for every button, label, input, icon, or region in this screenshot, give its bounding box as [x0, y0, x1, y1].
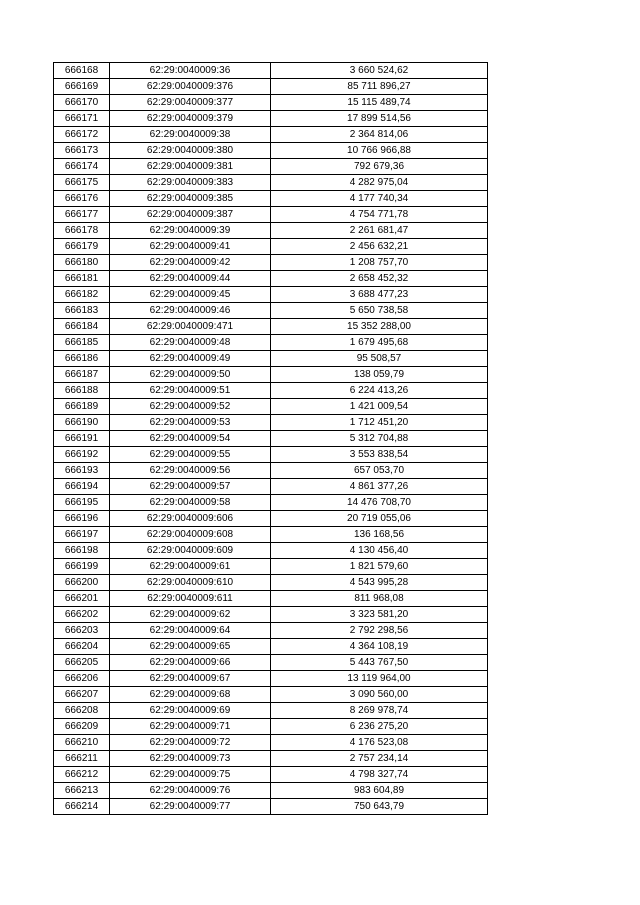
row-number-cell: 666176 — [54, 191, 110, 207]
table-row — [54, 351, 488, 367]
table-row — [54, 511, 488, 527]
table-row — [54, 95, 488, 111]
cadastral-value-cell: 17 899 514,56 — [271, 111, 488, 127]
table-row — [54, 463, 488, 479]
cadastral-number-cell: 62:29:0040009:67 — [110, 671, 271, 687]
row-number-cell: 666212 — [54, 767, 110, 783]
cadastral-number-cell: 62:29:0040009:77 — [110, 799, 271, 815]
cadastral-value-cell: 3 323 581,20 — [271, 607, 488, 623]
table-row — [54, 687, 488, 703]
row-number-cell: 666204 — [54, 639, 110, 655]
row-number-cell: 666183 — [54, 303, 110, 319]
table-row — [54, 591, 488, 607]
cadastral-value-cell: 4 177 740,34 — [271, 191, 488, 207]
cadastral-value-cell: 811 968,08 — [271, 591, 488, 607]
table-body — [54, 63, 488, 815]
table-row — [54, 111, 488, 127]
table-row — [54, 255, 488, 271]
cadastral-value-cell: 5 650 738,58 — [271, 303, 488, 319]
row-number-cell: 666190 — [54, 415, 110, 431]
table-row — [54, 399, 488, 415]
cadastral-number-cell: 62:29:0040009:71 — [110, 719, 271, 735]
row-number-cell: 666211 — [54, 751, 110, 767]
table-row — [54, 735, 488, 751]
cadastral-number-cell: 62:29:0040009:42 — [110, 255, 271, 271]
cadastral-number-cell: 62:29:0040009:65 — [110, 639, 271, 655]
cadastral-number-cell: 62:29:0040009:62 — [110, 607, 271, 623]
row-number-cell: 666175 — [54, 175, 110, 191]
row-number-cell: 666179 — [54, 239, 110, 255]
cadastral-value-cell: 5 443 767,50 — [271, 655, 488, 671]
row-number-cell: 666182 — [54, 287, 110, 303]
cadastral-number-cell: 62:29:0040009:385 — [110, 191, 271, 207]
row-number-cell: 666168 — [54, 63, 110, 79]
cadastral-number-cell: 62:29:0040009:64 — [110, 623, 271, 639]
cadastral-value-cell: 4 282 975,04 — [271, 175, 488, 191]
cadastral-number-cell: 62:29:0040009:68 — [110, 687, 271, 703]
cadastral-value-cell: 4 543 995,28 — [271, 575, 488, 591]
table-row — [54, 767, 488, 783]
cadastral-number-cell: 62:29:0040009:48 — [110, 335, 271, 351]
cadastral-number-cell: 62:29:0040009:38 — [110, 127, 271, 143]
row-number-cell: 666205 — [54, 655, 110, 671]
row-number-cell: 666206 — [54, 671, 110, 687]
cadastral-number-cell: 62:29:0040009:75 — [110, 767, 271, 783]
cadastral-value-cell: 6 224 413,26 — [271, 383, 488, 399]
row-number-cell: 666189 — [54, 399, 110, 415]
cadastral-value-cell: 1 679 495,68 — [271, 335, 488, 351]
row-number-cell: 666197 — [54, 527, 110, 543]
cadastral-number-cell: 62:29:0040009:606 — [110, 511, 271, 527]
table-row — [54, 623, 488, 639]
cadastral-value-cell: 1 208 757,70 — [271, 255, 488, 271]
cadastral-number-cell: 62:29:0040009:376 — [110, 79, 271, 95]
cadastral-number-cell: 62:29:0040009:51 — [110, 383, 271, 399]
cadastral-number-cell: 62:29:0040009:55 — [110, 447, 271, 463]
cadastral-number-cell: 62:29:0040009:46 — [110, 303, 271, 319]
cadastral-number-cell: 62:29:0040009:69 — [110, 703, 271, 719]
cadastral-number-cell: 62:29:0040009:66 — [110, 655, 271, 671]
cadastral-value-cell: 2 658 452,32 — [271, 271, 488, 287]
cadastral-value-cell: 983 604,89 — [271, 783, 488, 799]
table-row — [54, 319, 488, 335]
cadastral-value-cell: 1 821 579,60 — [271, 559, 488, 575]
row-number-cell: 666191 — [54, 431, 110, 447]
table-row — [54, 79, 488, 95]
cadastral-number-cell: 62:29:0040009:72 — [110, 735, 271, 751]
table-row — [54, 543, 488, 559]
table-row — [54, 639, 488, 655]
row-number-cell: 666213 — [54, 783, 110, 799]
row-number-cell: 666196 — [54, 511, 110, 527]
cadastral-value-cell: 3 553 838,54 — [271, 447, 488, 463]
cadastral-value-cell: 1 421 009,54 — [271, 399, 488, 415]
row-number-cell: 666214 — [54, 799, 110, 815]
cadastral-value-cell: 136 168,56 — [271, 527, 488, 543]
row-number-cell: 666192 — [54, 447, 110, 463]
row-number-cell: 666187 — [54, 367, 110, 383]
row-number-cell: 666180 — [54, 255, 110, 271]
row-number-cell: 666171 — [54, 111, 110, 127]
row-number-cell: 666198 — [54, 543, 110, 559]
row-number-cell: 666169 — [54, 79, 110, 95]
cadastral-value-cell: 4 754 771,78 — [271, 207, 488, 223]
cadastral-number-cell: 62:29:0040009:58 — [110, 495, 271, 511]
cadastral-number-cell: 62:29:0040009:44 — [110, 271, 271, 287]
row-number-cell: 666210 — [54, 735, 110, 751]
table-row — [54, 383, 488, 399]
row-number-cell: 666172 — [54, 127, 110, 143]
cadastral-value-table — [53, 62, 488, 815]
row-number-cell: 666200 — [54, 575, 110, 591]
row-number-cell: 666185 — [54, 335, 110, 351]
table-row — [54, 367, 488, 383]
table-row — [54, 271, 488, 287]
row-number-cell: 666186 — [54, 351, 110, 367]
table-row — [54, 783, 488, 799]
cadastral-number-cell: 62:29:0040009:381 — [110, 159, 271, 175]
row-number-cell: 666201 — [54, 591, 110, 607]
cadastral-value-cell: 20 719 055,06 — [271, 511, 488, 527]
row-number-cell: 666209 — [54, 719, 110, 735]
cadastral-number-cell: 62:29:0040009:383 — [110, 175, 271, 191]
row-number-cell: 666194 — [54, 479, 110, 495]
cadastral-number-cell: 62:29:0040009:380 — [110, 143, 271, 159]
cadastral-value-cell: 3 688 477,23 — [271, 287, 488, 303]
cadastral-number-cell: 62:29:0040009:56 — [110, 463, 271, 479]
row-number-cell: 666208 — [54, 703, 110, 719]
row-number-cell: 666207 — [54, 687, 110, 703]
cadastral-number-cell: 62:29:0040009:608 — [110, 527, 271, 543]
cadastral-value-cell: 15 115 489,74 — [271, 95, 488, 111]
cadastral-number-cell: 62:29:0040009:76 — [110, 783, 271, 799]
cadastral-value-cell: 1 712 451,20 — [271, 415, 488, 431]
table-row — [54, 559, 488, 575]
cadastral-value-cell: 2 792 298,56 — [271, 623, 488, 639]
cadastral-value-cell: 15 352 288,00 — [271, 319, 488, 335]
table-row — [54, 207, 488, 223]
table-row — [54, 415, 488, 431]
cadastral-value-cell: 792 679,36 — [271, 159, 488, 175]
cadastral-number-cell: 62:29:0040009:610 — [110, 575, 271, 591]
cadastral-value-cell: 13 119 964,00 — [271, 671, 488, 687]
cadastral-number-cell: 62:29:0040009:45 — [110, 287, 271, 303]
row-number-cell: 666195 — [54, 495, 110, 511]
row-number-cell: 666188 — [54, 383, 110, 399]
row-number-cell: 666181 — [54, 271, 110, 287]
row-number-cell: 666203 — [54, 623, 110, 639]
cadastral-number-cell: 62:29:0040009:53 — [110, 415, 271, 431]
table-row — [54, 287, 488, 303]
table-row — [54, 335, 488, 351]
cadastral-number-cell: 62:29:0040009:49 — [110, 351, 271, 367]
cadastral-value-cell: 750 643,79 — [271, 799, 488, 815]
cadastral-value-cell: 138 059,79 — [271, 367, 488, 383]
row-number-cell: 666193 — [54, 463, 110, 479]
cadastral-number-cell: 62:29:0040009:611 — [110, 591, 271, 607]
table-row — [54, 479, 488, 495]
table-row — [54, 63, 488, 79]
row-number-cell: 666178 — [54, 223, 110, 239]
table-row — [54, 159, 488, 175]
cadastral-number-cell: 62:29:0040009:471 — [110, 319, 271, 335]
cadastral-number-cell: 62:29:0040009:61 — [110, 559, 271, 575]
table-row — [54, 431, 488, 447]
row-number-cell: 666184 — [54, 319, 110, 335]
cadastral-value-cell: 2 364 814,06 — [271, 127, 488, 143]
table-row — [54, 607, 488, 623]
cadastral-number-cell: 62:29:0040009:54 — [110, 431, 271, 447]
cadastral-number-cell: 62:29:0040009:387 — [110, 207, 271, 223]
cadastral-value-cell: 2 261 681,47 — [271, 223, 488, 239]
table-row — [54, 719, 488, 735]
cadastral-value-cell: 2 456 632,21 — [271, 239, 488, 255]
cadastral-value-cell: 4 861 377,26 — [271, 479, 488, 495]
cadastral-number-cell: 62:29:0040009:50 — [110, 367, 271, 383]
table-row — [54, 495, 488, 511]
cadastral-value-cell: 2 757 234,14 — [271, 751, 488, 767]
cadastral-value-cell: 10 766 966,88 — [271, 143, 488, 159]
cadastral-value-cell: 4 364 108,19 — [271, 639, 488, 655]
cadastral-number-cell: 62:29:0040009:36 — [110, 63, 271, 79]
cadastral-value-cell: 3 090 560,00 — [271, 687, 488, 703]
table-row — [54, 239, 488, 255]
cadastral-value-cell: 6 236 275,20 — [271, 719, 488, 735]
row-number-cell: 666173 — [54, 143, 110, 159]
row-number-cell: 666199 — [54, 559, 110, 575]
table-row — [54, 447, 488, 463]
table-row — [54, 575, 488, 591]
table-row — [54, 303, 488, 319]
row-number-cell: 666170 — [54, 95, 110, 111]
cadastral-number-cell: 62:29:0040009:41 — [110, 239, 271, 255]
cadastral-number-cell: 62:29:0040009:73 — [110, 751, 271, 767]
table-row — [54, 143, 488, 159]
cadastral-number-cell: 62:29:0040009:379 — [110, 111, 271, 127]
cadastral-number-cell: 62:29:0040009:609 — [110, 543, 271, 559]
table-row — [54, 527, 488, 543]
cadastral-number-cell: 62:29:0040009:39 — [110, 223, 271, 239]
table-row — [54, 191, 488, 207]
cadastral-value-cell: 95 508,57 — [271, 351, 488, 367]
cadastral-value-cell: 4 798 327,74 — [271, 767, 488, 783]
cadastral-value-cell: 85 711 896,27 — [271, 79, 488, 95]
table-row — [54, 175, 488, 191]
cadastral-value-cell: 4 176 523,08 — [271, 735, 488, 751]
cadastral-value-cell: 8 269 978,74 — [271, 703, 488, 719]
table-row — [54, 127, 488, 143]
table-row — [54, 703, 488, 719]
cadastral-value-cell: 14 476 708,70 — [271, 495, 488, 511]
cadastral-number-cell: 62:29:0040009:57 — [110, 479, 271, 495]
cadastral-value-cell: 5 312 704,88 — [271, 431, 488, 447]
table-row — [54, 751, 488, 767]
table-row — [54, 799, 488, 815]
row-number-cell: 666177 — [54, 207, 110, 223]
row-number-cell: 666174 — [54, 159, 110, 175]
cadastral-value-cell: 4 130 456,40 — [271, 543, 488, 559]
table-row — [54, 223, 488, 239]
row-number-cell: 666202 — [54, 607, 110, 623]
table-row — [54, 671, 488, 687]
cadastral-number-cell: 62:29:0040009:52 — [110, 399, 271, 415]
cadastral-value-cell: 657 053,70 — [271, 463, 488, 479]
table-row — [54, 655, 488, 671]
cadastral-number-cell: 62:29:0040009:377 — [110, 95, 271, 111]
cadastral-value-cell: 3 660 524,62 — [271, 63, 488, 79]
